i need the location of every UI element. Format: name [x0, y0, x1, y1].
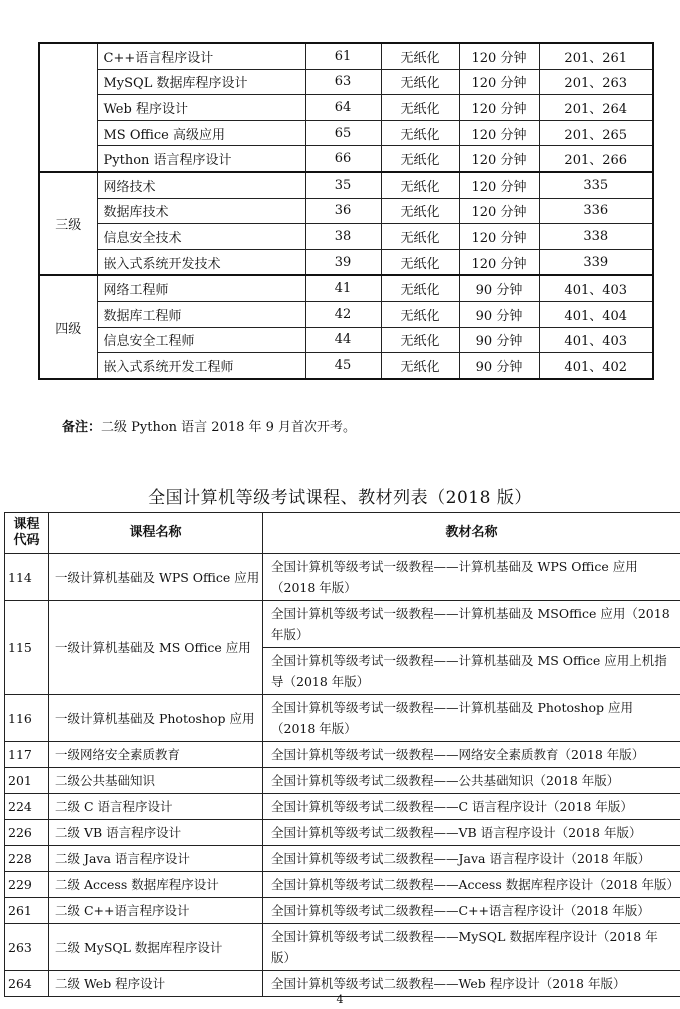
exam-mode: 无纸化: [381, 249, 459, 275]
subject-row: [39, 95, 653, 121]
exam-duration: 120 分钟: [459, 120, 539, 146]
subject-name: 网络工程师: [97, 275, 305, 301]
course-name: 二级 C++语言程序设计: [49, 898, 263, 924]
exam-mode: 无纸化: [381, 301, 459, 327]
book-list: [263, 768, 680, 794]
subject-code: 36: [305, 198, 381, 224]
book-list: [263, 794, 680, 820]
note-label: 备注：: [62, 420, 102, 435]
subject-row: [39, 327, 653, 353]
subject-code: 45: [305, 353, 381, 379]
exam-mode: 无纸化: [381, 353, 459, 379]
book-name: 全国计算机等级考试一级教程——计算机基础及 MS Office 应用上机指导（2018 年版）: [263, 647, 680, 694]
course-code: 264: [5, 971, 49, 997]
subject-row: [39, 301, 653, 327]
subject-code: 42: [305, 301, 381, 327]
course-name: 一级计算机基础及 Photoshop 应用: [49, 695, 263, 742]
subject-name: Python 语言程序设计: [97, 146, 305, 172]
exam-duration: 120 分钟: [459, 172, 539, 198]
course-row: [5, 742, 680, 768]
exam-mode: 无纸化: [381, 95, 459, 121]
course-row: [5, 846, 680, 872]
exam-duration: 120 分钟: [459, 198, 539, 224]
subject-code: 64: [305, 95, 381, 121]
course-name: 二级公共基础知识: [49, 768, 263, 794]
book-codes: 339: [539, 249, 653, 275]
course-code: 224: [5, 794, 49, 820]
subject-row: [39, 353, 653, 379]
subject-code: 39: [305, 249, 381, 275]
book-codes: 401、404: [539, 301, 653, 327]
header-course-code: 课程代码: [5, 513, 49, 554]
course-row: [5, 794, 680, 820]
course-code: 114: [5, 554, 49, 601]
subject-name: 信息安全技术: [97, 224, 305, 250]
exam-mode: 无纸化: [381, 224, 459, 250]
book-codes: 401、402: [539, 353, 653, 379]
page-number: 4: [336, 993, 344, 1006]
book-name: 全国计算机等级考试二级教程——Java 语言程序设计（2018 年版）: [271, 851, 651, 866]
exam-duration: 90 分钟: [459, 275, 539, 301]
course-code: 228: [5, 846, 49, 872]
book-list: [263, 742, 680, 768]
exam-mode: 无纸化: [381, 69, 459, 95]
course-row: [5, 554, 680, 601]
book-list: [263, 846, 680, 872]
book-codes: 201、265: [539, 120, 653, 146]
book-name: 全国计算机等级考试一级教程——网络安全素质教育（2018 年版）: [271, 747, 645, 762]
book-list: [263, 601, 680, 695]
subject-name: MySQL 数据库程序设计: [97, 69, 305, 95]
exam-mode: 无纸化: [381, 275, 459, 301]
exam-duration: 90 分钟: [459, 327, 539, 353]
exam-subjects-table-body: [39, 43, 653, 379]
course-row: [5, 872, 680, 898]
subject-code: 65: [305, 120, 381, 146]
note-text: 二级 Python 语言 2018 年 9 月首次开考。: [101, 420, 357, 435]
book-codes: 336: [539, 198, 653, 224]
course-code: 226: [5, 820, 49, 846]
course-code: 229: [5, 872, 49, 898]
book-list: [263, 872, 680, 898]
book-list: [263, 820, 680, 846]
subject-name: 嵌入式系统开发技术: [97, 249, 305, 275]
header-book-name: 教材名称: [263, 513, 680, 554]
subject-row: [39, 275, 653, 301]
course-code: 263: [5, 924, 49, 971]
course-row: [5, 898, 680, 924]
book-name: 全国计算机等级考试一级教程——计算机基础及 WPS Office 应用（2018 年版）: [271, 559, 638, 595]
level-cell: 三级: [39, 172, 97, 275]
book-name: 全国计算机等级考试二级教程——公共基础知识（2018 年版）: [271, 773, 620, 788]
book-name: 全国计算机等级考试二级教程——VB 语言程序设计（2018 年版）: [271, 825, 642, 840]
course-row: [5, 768, 680, 794]
course-books-table: [4, 512, 680, 997]
book-codes: 201、266: [539, 146, 653, 172]
subject-code: 61: [305, 43, 381, 69]
exam-subjects-table: [38, 42, 654, 380]
subject-row: [39, 69, 653, 95]
exam-mode: 无纸化: [381, 172, 459, 198]
subject-name: 嵌入式系统开发工程师: [97, 353, 305, 379]
course-name: 二级 Access 数据库程序设计: [49, 872, 263, 898]
course-name: 二级 MySQL 数据库程序设计: [49, 924, 263, 971]
book-list: [263, 554, 680, 601]
subject-row: [39, 224, 653, 250]
course-code: 261: [5, 898, 49, 924]
course-name: 一级计算机基础及 MS Office 应用: [49, 601, 263, 695]
book-name: 全国计算机等级考试二级教程——Access 数据库程序设计（2018 年版）: [271, 877, 680, 892]
subject-row: [39, 172, 653, 198]
course-name: 二级 VB 语言程序设计: [49, 820, 263, 846]
exam-duration: 120 分钟: [459, 43, 539, 69]
book-name: 全国计算机等级考试二级教程——Web 程序设计（2018 年版）: [271, 976, 626, 991]
course-code: 117: [5, 742, 49, 768]
note: [62, 416, 356, 435]
exam-duration: 90 分钟: [459, 301, 539, 327]
header-course-name: 课程名称: [49, 513, 263, 554]
exam-mode: 无纸化: [381, 327, 459, 353]
subject-name: 网络技术: [97, 172, 305, 198]
exam-mode: 无纸化: [381, 146, 459, 172]
book-name: 全国计算机等级考试一级教程——计算机基础及 Photoshop 应用（2018 年版）: [271, 700, 633, 736]
subject-name: Web 程序设计: [97, 95, 305, 121]
book-name: 全国计算机等级考试二级教程——C 语言程序设计（2018 年版）: [271, 799, 633, 814]
course-name: 一级网络安全素质教育: [49, 742, 263, 768]
subject-code: 63: [305, 69, 381, 95]
level-cell: [39, 43, 97, 172]
book-name: 全国计算机等级考试一级教程——计算机基础及 MSOffice 应用（2018 年版）: [271, 606, 670, 642]
exam-duration: 120 分钟: [459, 69, 539, 95]
exam-mode: 无纸化: [381, 198, 459, 224]
course-name: 一级计算机基础及 WPS Office 应用: [49, 554, 263, 601]
exam-duration: 120 分钟: [459, 224, 539, 250]
subject-row: [39, 120, 653, 146]
book-codes: 338: [539, 224, 653, 250]
course-books-header-row: [5, 513, 680, 554]
course-table-title: 全国计算机等级考试课程、教材列表（2018 版）: [148, 488, 532, 508]
subject-code: 44: [305, 327, 381, 353]
book-name: 全国计算机等级考试二级教程——MySQL 数据库程序设计（2018 年版）: [271, 929, 658, 965]
subject-name: C++语言程序设计: [97, 43, 305, 69]
subject-name: 信息安全工程师: [97, 327, 305, 353]
book-list: [263, 924, 680, 971]
subject-name: MS Office 高级应用: [97, 120, 305, 146]
book-codes: 201、263: [539, 69, 653, 95]
subject-row: [39, 198, 653, 224]
exam-mode: 无纸化: [381, 43, 459, 69]
course-row: [5, 601, 680, 695]
book-codes: 335: [539, 172, 653, 198]
book-list: [263, 898, 680, 924]
course-name: 二级 Web 程序设计: [49, 971, 263, 997]
exam-duration: 120 分钟: [459, 249, 539, 275]
book-codes: 401、403: [539, 327, 653, 353]
exam-mode: 无纸化: [381, 120, 459, 146]
exam-duration: 120 分钟: [459, 95, 539, 121]
subject-code: 41: [305, 275, 381, 301]
course-row: [5, 924, 680, 971]
book-codes: 201、261: [539, 43, 653, 69]
subject-name: 数据库工程师: [97, 301, 305, 327]
course-code: 116: [5, 695, 49, 742]
book-name: 全国计算机等级考试二级教程——C++语言程序设计（2018 年版）: [271, 903, 650, 918]
book-codes: 401、403: [539, 275, 653, 301]
course-books-table-body: [5, 554, 680, 997]
book-list: [263, 695, 680, 742]
course-code: 115: [5, 601, 49, 695]
course-name: 二级 Java 语言程序设计: [49, 846, 263, 872]
subject-code: 66: [305, 146, 381, 172]
level-cell: 四级: [39, 275, 97, 378]
subject-code: 38: [305, 224, 381, 250]
course-name: 二级 C 语言程序设计: [49, 794, 263, 820]
subject-row: [39, 249, 653, 275]
subject-code: 35: [305, 172, 381, 198]
book-codes: 201、264: [539, 95, 653, 121]
subject-row: [39, 43, 653, 69]
course-row: [5, 695, 680, 742]
subject-row: [39, 146, 653, 172]
course-row: [5, 820, 680, 846]
exam-duration: 90 分钟: [459, 353, 539, 379]
subject-name: 数据库技术: [97, 198, 305, 224]
course-code: 201: [5, 768, 49, 794]
exam-duration: 120 分钟: [459, 146, 539, 172]
